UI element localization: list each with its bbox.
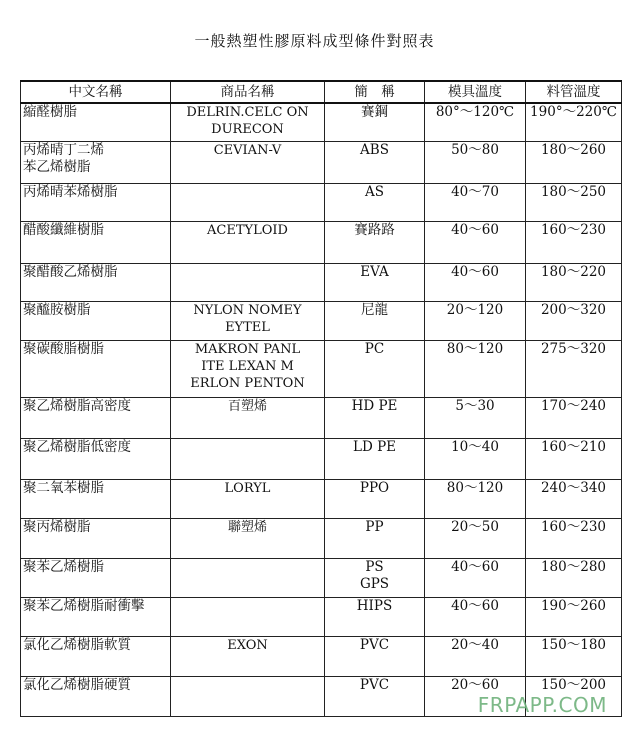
cell-chinese-name	[21, 301, 171, 340]
cell-trade-name-text: 聯塑烯	[227, 519, 267, 535]
table-row	[21, 340, 622, 397]
cell-mold-temp	[425, 141, 526, 183]
cell-chinese-name	[21, 263, 171, 301]
cell-trade-name	[171, 676, 325, 716]
table-row	[21, 438, 622, 479]
cell-barrel-temp	[526, 397, 622, 438]
cell-mold-temp	[425, 636, 526, 676]
cell-barrel-temp	[526, 479, 622, 518]
cell-mold-temp	[425, 340, 526, 397]
header-mold-temp: 模具溫度	[425, 81, 526, 103]
table-row	[21, 636, 622, 676]
cell-trade-name	[171, 221, 325, 263]
cell-barrel-temp	[526, 518, 622, 558]
cell-barrel-temp	[526, 301, 622, 340]
cell-abbreviation-text: ABS	[360, 141, 389, 158]
cell-abbreviation	[325, 597, 425, 636]
cell-chinese-name	[21, 597, 171, 636]
table-row	[21, 301, 622, 340]
cell-abbreviation	[325, 141, 425, 183]
cell-abbreviation-text: 賽鋼	[361, 104, 388, 120]
document-title: 一般熱塑性膠原料成型條件對照表	[194, 32, 435, 50]
cell-chinese-name	[21, 221, 171, 263]
cell-trade-name	[171, 301, 325, 340]
cell-chinese-name	[21, 438, 171, 479]
cell-chinese-name-text: 聚醯胺樹脂	[23, 301, 91, 318]
header-chinese-name: 中文名稱	[21, 81, 171, 103]
cell-barrel-temp-text: 190°～220℃	[530, 104, 617, 120]
cell-mold-temp-text: 10～40	[451, 438, 499, 455]
cell-trade-name	[171, 597, 325, 636]
cell-mold-temp	[425, 221, 526, 263]
cell-abbreviation-text: PVC	[359, 636, 390, 653]
cell-chinese-name-text: 聚乙烯樹脂低密度	[23, 438, 131, 455]
header-abbreviation: 簡 稱	[325, 81, 425, 103]
cell-barrel-temp-text: 240～340	[540, 479, 607, 496]
cell-mold-temp	[425, 397, 526, 438]
cell-barrel-temp	[526, 263, 622, 301]
cell-abbreviation-text: 賽路路	[354, 221, 395, 238]
cell-barrel-temp-text: 180～220	[540, 263, 607, 280]
cell-chinese-name	[21, 676, 171, 716]
cell-chinese-name	[21, 141, 171, 183]
cell-abbreviation-text: HD PE	[351, 397, 398, 414]
header-row	[21, 81, 622, 103]
cell-mold-temp	[425, 438, 526, 479]
cell-trade-name	[171, 479, 325, 518]
watermark: FRPAPP.COM	[477, 693, 607, 717]
cell-abbreviation	[325, 479, 425, 518]
cell-abbreviation	[325, 676, 425, 716]
cell-chinese-name	[21, 103, 171, 141]
cell-barrel-temp	[526, 597, 622, 636]
cell-abbreviation-text: HIPS	[356, 597, 393, 614]
cell-trade-name	[171, 141, 325, 183]
table-row	[21, 263, 622, 301]
cell-mold-temp-text: 20～60	[451, 676, 499, 693]
cell-abbreviation	[325, 636, 425, 676]
cell-trade-name-text: ACETYLOID	[207, 222, 288, 238]
cell-mold-temp-text: 20～40	[451, 636, 499, 653]
cell-abbreviation-text: LD PE	[352, 438, 397, 455]
table-row	[21, 183, 622, 221]
cell-chinese-name-text: 縮醛樹脂	[23, 104, 77, 120]
cell-barrel-temp-text: 160～230	[540, 221, 607, 238]
cell-trade-name	[171, 518, 325, 558]
cell-mold-temp-text: 5～30	[455, 397, 495, 414]
cell-mold-temp-text: 80～120	[446, 340, 504, 357]
cell-chinese-name-text: 丙烯晴苯烯樹脂	[23, 183, 118, 200]
cell-mold-temp-text: 20～120	[446, 301, 504, 318]
cell-barrel-temp-text: 180～260	[540, 141, 607, 158]
cell-barrel-temp-text: 150～200	[540, 676, 607, 693]
cell-abbreviation-text: PS GPS	[359, 558, 390, 592]
molding-conditions-table	[20, 80, 622, 717]
cell-mold-temp	[425, 558, 526, 597]
cell-chinese-name	[21, 558, 171, 597]
cell-trade-name	[171, 103, 325, 141]
cell-trade-name-text: EXON	[227, 637, 268, 653]
cell-abbreviation	[325, 221, 425, 263]
table-row	[21, 221, 622, 263]
cell-abbreviation	[325, 263, 425, 301]
cell-barrel-temp	[526, 141, 622, 183]
cell-abbreviation-text: EVA	[360, 263, 389, 280]
cell-abbreviation	[325, 340, 425, 397]
cell-abbreviation-text: 尼龍	[361, 301, 388, 318]
cell-barrel-temp-text: 190～260	[540, 597, 607, 614]
cell-abbreviation	[325, 183, 425, 221]
cell-abbreviation-text: PPO	[359, 479, 390, 496]
cell-mold-temp	[425, 518, 526, 558]
cell-mold-temp	[425, 103, 526, 141]
cell-barrel-temp-text: 160～210	[540, 438, 607, 455]
cell-chinese-name-text: 聚二氧苯樹脂	[23, 479, 104, 496]
header-barrel-temp: 料管溫度	[526, 81, 622, 103]
cell-abbreviation-text: AS	[365, 183, 384, 200]
cell-trade-name	[171, 438, 325, 479]
cell-trade-name	[171, 397, 325, 438]
cell-trade-name-text: 百塑烯	[227, 398, 267, 414]
cell-barrel-temp	[526, 183, 622, 221]
cell-barrel-temp	[526, 221, 622, 263]
table-row	[21, 397, 622, 438]
cell-mold-temp-text: 40～70	[451, 183, 499, 200]
cell-chinese-name	[21, 340, 171, 397]
cell-barrel-temp-text: 160～230	[540, 518, 607, 535]
cell-chinese-name-text: 氯化乙烯樹脂軟質	[23, 636, 131, 653]
cell-trade-name-text: CEVIAN-V	[213, 142, 282, 158]
cell-chinese-name-text: 丙烯晴丁二烯 苯乙烯樹脂	[23, 141, 104, 175]
cell-mold-temp-text: 80～120	[446, 479, 504, 496]
cell-barrel-temp	[526, 636, 622, 676]
cell-mold-temp-text: 40～60	[451, 221, 499, 238]
cell-chinese-name-text: 聚乙烯樹脂高密度	[23, 397, 131, 414]
cell-mold-temp-text: 40～60	[451, 558, 499, 575]
cell-barrel-temp	[526, 438, 622, 479]
cell-trade-name	[171, 636, 325, 676]
cell-abbreviation-text: PC	[364, 340, 385, 357]
cell-chinese-name-text: 聚苯乙烯樹脂	[23, 558, 104, 575]
cell-chinese-name	[21, 479, 171, 518]
table-row	[21, 597, 622, 636]
cell-mold-temp-text: 50～80	[451, 141, 499, 158]
cell-chinese-name-text: 聚丙烯樹脂	[23, 518, 91, 535]
cell-chinese-name-text: 氯化乙烯樹脂硬質	[23, 676, 131, 693]
cell-abbreviation	[325, 397, 425, 438]
cell-chinese-name	[21, 183, 171, 221]
table-row	[21, 558, 622, 597]
cell-mold-temp	[425, 183, 526, 221]
cell-chinese-name-text: 聚醋酸乙烯樹脂	[23, 263, 118, 280]
cell-abbreviation	[325, 301, 425, 340]
cell-barrel-temp-text: 180～280	[540, 558, 607, 575]
table-row	[21, 141, 622, 183]
cell-mold-temp-text: 20～50	[451, 518, 499, 535]
cell-mold-temp-text: 40～60	[451, 597, 499, 614]
cell-barrel-temp	[526, 340, 622, 397]
cell-chinese-name	[21, 397, 171, 438]
cell-barrel-temp-text: 200～320	[540, 301, 607, 318]
cell-abbreviation-text: PVC	[359, 676, 390, 693]
cell-mold-temp	[425, 479, 526, 518]
cell-mold-temp-text: 80°～120℃	[435, 104, 515, 120]
cell-mold-temp-text: 40～60	[451, 263, 499, 280]
table-row	[21, 103, 622, 141]
cell-abbreviation	[325, 438, 425, 479]
cell-chinese-name-text: 聚碳酸脂樹脂	[23, 340, 104, 357]
table-row	[21, 479, 622, 518]
cell-trade-name	[171, 340, 325, 397]
cell-trade-name-text: LORYL	[224, 480, 271, 496]
cell-trade-name-text: NYLON NOMEY EYTEL	[193, 302, 302, 335]
cell-barrel-temp-text: 170～240	[540, 397, 607, 414]
cell-mold-temp	[425, 263, 526, 301]
cell-barrel-temp-text: 275～320	[540, 340, 607, 357]
cell-mold-temp	[425, 301, 526, 340]
cell-chinese-name-text: 聚苯乙烯樹脂耐衝擊	[23, 597, 145, 614]
cell-chinese-name	[21, 636, 171, 676]
cell-trade-name	[171, 558, 325, 597]
cell-chinese-name	[21, 518, 171, 558]
cell-trade-name-text: MAKRON PANL ITE LEXAN M ERLON PENTON	[190, 341, 305, 391]
cell-trade-name	[171, 183, 325, 221]
cell-chinese-name-text: 醋酸纖維樹脂	[23, 221, 104, 238]
cell-barrel-temp-text: 180～250	[540, 183, 607, 200]
cell-barrel-temp	[526, 558, 622, 597]
cell-abbreviation	[325, 518, 425, 558]
cell-abbreviation	[325, 103, 425, 141]
cell-mold-temp	[425, 597, 526, 636]
cell-trade-name-text: DELRIN.CELC ON DURECON	[186, 105, 309, 137]
cell-abbreviation	[325, 558, 425, 597]
cell-trade-name	[171, 263, 325, 301]
header-trade-name: 商品名稱	[171, 81, 325, 103]
cell-barrel-temp	[526, 103, 622, 141]
cell-barrel-temp-text: 150～180	[540, 636, 607, 653]
cell-abbreviation-text: PP	[365, 518, 384, 535]
table-row	[21, 518, 622, 558]
